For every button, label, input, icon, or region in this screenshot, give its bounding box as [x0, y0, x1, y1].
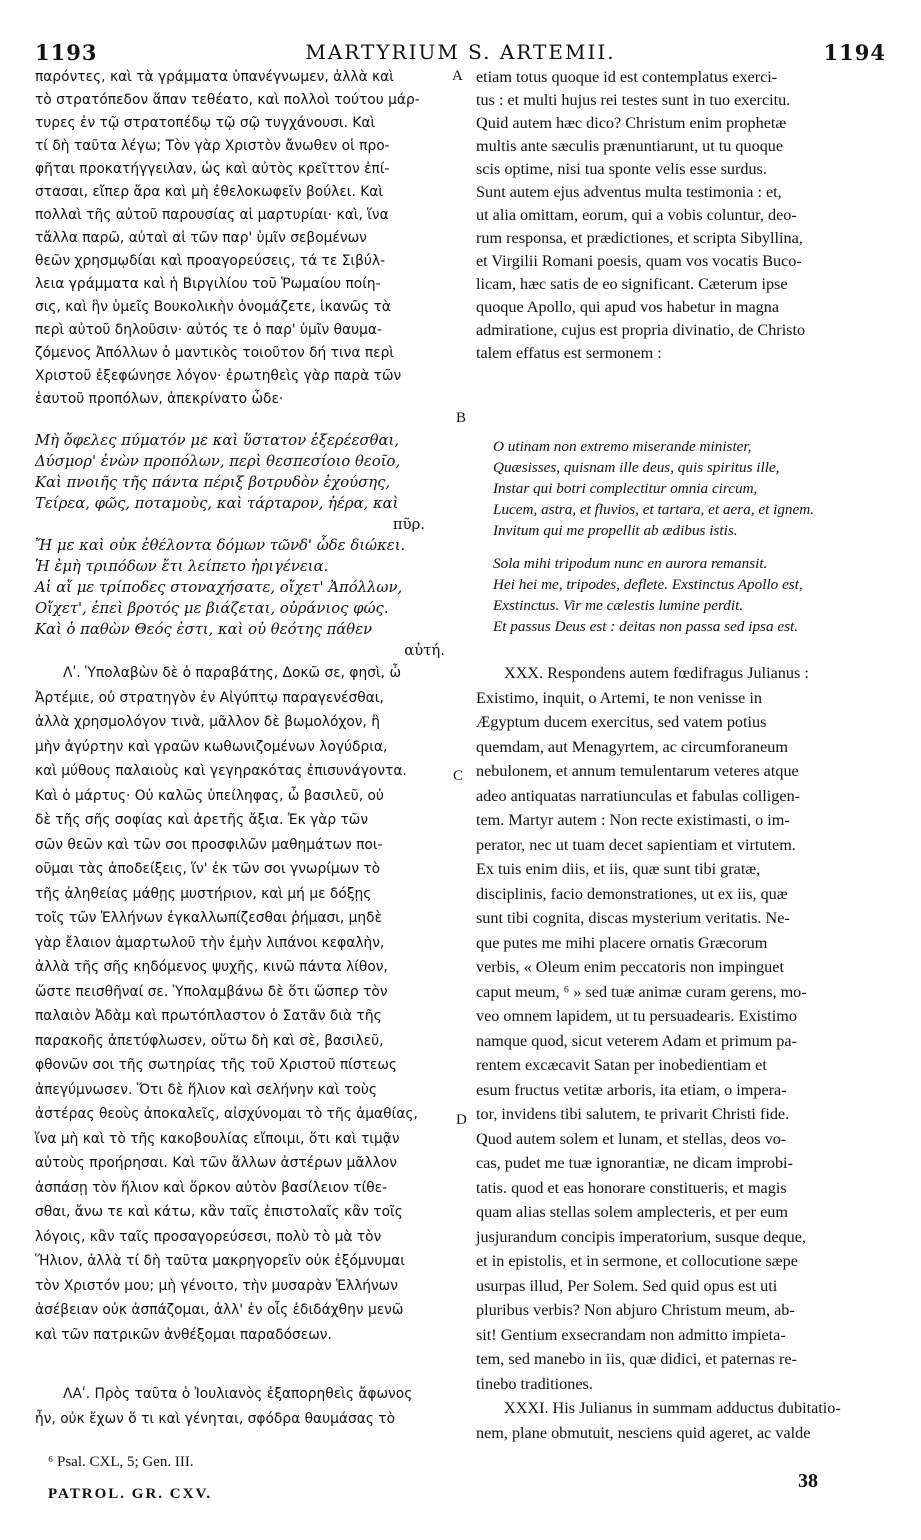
text-line: τἄλλα παρῶ, αὐταὶ αἱ τῶν παρ' ὑμῖν σεβομένων	[35, 230, 367, 246]
text-line: ἀσπάσῃ τὸν ἥλιον καὶ ὅρκον αὐτὸν βασίλειον τίθε-	[35, 1179, 388, 1196]
left-page-number: 1193	[35, 40, 98, 65]
text-line: τί δὴ ταῦτα λέγω; Τὸν γὰρ Χριστὸν ἄνωθεν οἱ προ-	[35, 138, 390, 154]
text-line: λόγοις, κἂν ταῖς προσαγορεύσεσι, πολὺ τὸ μὰ τὸν	[35, 1228, 382, 1245]
text-line: nebulonem, et annum temulentarum veteres atque	[476, 762, 799, 780]
text-line: φθονῶν σοι τῆς σωτηρίας τῆς τοῦ Χριστοῦ πίστεως	[35, 1057, 397, 1073]
text-line: γὰρ ἔλαιον ἁμαρτωλοῦ τὴν ἐμὴν λιπάνοι κεφαλὴν,	[35, 934, 385, 951]
section-start-line: Λʹ. Ὑπολαβὼν δὲ ὁ παραβάτης, Δοκῶ σε, φησὶ, ὦ	[63, 665, 402, 681]
greek-paragraph-1	[35, 66, 455, 411]
text-line: ἵνα μὴ καὶ τὸ τῆς κακοβουλίας εἴποιμι, ὅτι καὶ τιμᾷν	[35, 1130, 400, 1147]
text-line: παρακοῆς ἀπετύφλωσεν, οὕτω δὴ καὶ σὲ, βασιλεῦ,	[35, 1032, 384, 1049]
marker-a: A	[452, 68, 463, 84]
text-line: ἀστέρας θεοὺς ἀποκαλεῖς, αἰσχύνομαι τὸ τῆς ἀμαθίας,	[35, 1106, 418, 1122]
verse-line: Καὶ πνοιῆς τῆς πάντα πέριξ βοτρυδὸν ἐχούσης,	[35, 474, 391, 491]
text-line: σῶν θεῶν καὶ τῶν σοι προσφιλῶν μαθημάτων ποι-	[35, 836, 383, 853]
text-line: nem, plane obmutuit, nesciens quid ageret, ac valde	[476, 1423, 811, 1442]
text-line: Ex tuis enim diis, et iis, quæ sunt tibi gratæ,	[476, 860, 761, 878]
text-line: θεῶν χρησμῳδίαι καὶ προαγορεύσεις, τά τε Σιβύλ-	[35, 253, 386, 269]
text-line: καὶ μύθους παλαιοὺς καὶ γεγηρακότας ἐπισυνάγοντα.	[35, 763, 407, 779]
text-line: περὶ αὐτοῦ δηλοῦσιν· αὐτός τε ὁ παρ' ὑμῖν θαυμα-	[35, 322, 382, 338]
text-line: rentem excæcavit Satan per inobedientiam et	[476, 1056, 767, 1074]
text-line: tem. Martyr autem : Non recte existimasti, o im-	[476, 811, 790, 829]
text-line: φῆται προκατήγγειλαν, ὡς καὶ αὐτὸς κρεῖττον ἐπί-	[35, 161, 390, 177]
verse-line: Exstinctus. Vir me cælestis lumine perdit.	[493, 597, 744, 614]
text-line: αὐτοὺς προήρησαι. Καὶ τῶν ἄλλων ἀστέρων μᾶλλον	[35, 1155, 397, 1171]
text-line: μὴν ἀγύρτην καὶ γραῶν κωθωνιζομένων λογύδρια,	[35, 738, 388, 755]
text-line: Quod autem solem et lunam, et stellas, deos vo-	[476, 1129, 787, 1148]
verse-line-hanging: πῦρ.	[392, 516, 425, 533]
text-line: esum fructus vetitæ arboris, ita etiam, o impera-	[476, 1080, 787, 1099]
text-line: Existimo, inquit, o Artemi, te non venisse in	[476, 688, 762, 707]
footnote: ⁶ Psal. CXL, 5; Gen. III.	[48, 1454, 194, 1470]
section-start-line: ΛΑʹ. Πρὸς ταῦτα ὁ Ἰουλιανὸς ἐξαπορηθεὶς ἄφωνος	[63, 1386, 413, 1402]
verse-line: O utinam non extremo miserande minister,	[493, 438, 752, 455]
text-line: tem, sed manebo in iis, quæ didici, et paternas re-	[476, 1350, 797, 1368]
greek-oracle-verse	[35, 430, 455, 661]
text-line: disciplinis, facio demonstrationes, ut ex iis, quæ	[476, 884, 788, 903]
greek-paragraph-3	[35, 1382, 455, 1431]
verse-line: Ἡ ἐμὴ τριπόδων ἔτι λείπετο ἠριγένεια.	[35, 558, 329, 575]
verse-line: Hei hei me, tripodes, deflete. Exstinctus Apollo est,	[493, 576, 803, 593]
text-line: παρόντες, καὶ τὰ γράμματα ὑπανέγνωμεν, ἀλλὰ καὶ	[35, 69, 394, 85]
text-line: Καὶ ὁ μάρτυς· Οὐ καλῶς ὑπείληφας, ὦ βασιλεῦ, οὐ	[35, 787, 384, 804]
verse-line-hanging: αὐτή.	[404, 642, 445, 659]
text-line: ἑαυτοῦ προπόλων, ἀπεκρίνατο ὧδε·	[35, 391, 284, 407]
text-line: et in epistolis, et in sermone, et collocutione sæpe	[476, 1252, 798, 1270]
text-line: verbis, « Oleum enim peccatoris non impinguet	[476, 958, 784, 976]
text-line: Sunt autem ejus adventus multa testimonia : et,	[476, 183, 782, 201]
right-page-number: 1194	[823, 40, 886, 65]
text-line: Quid autem hæc dico? Christum enim prophetæ	[476, 114, 787, 132]
text-line: tatis. quod et eas honorare constitueris, et magis	[476, 1178, 787, 1197]
text-line: rum responsa, et prædictiones, et scripta Sibyllina,	[476, 229, 803, 247]
text-line: quemdam, aut Menagyrtem, ac circumforaneum	[476, 737, 788, 756]
verse-line: Ἤ με καὶ οὐκ ἐθέλοντα δόμων τῶνδ' ὧδε διώκει.	[35, 537, 406, 554]
text-line: τὸ στρατόπεδον ἅπαν τεθέατο, καὶ πολλοὶ τούτου μάρ-	[35, 92, 420, 108]
text-line: ὥστε πεισθῆναί σε. Ὑπολαμβάνω δὲ ὅτι ὥσπερ τὸν	[35, 983, 388, 1000]
text-line: καὶ τῶν πατρικῶν ἀνθέξομαι παραδόσεων.	[35, 1326, 332, 1343]
verse-line: Lucem, astra, et fluvios, et tartara, et aera, et ignem.	[493, 501, 815, 518]
marker-c: C	[453, 768, 464, 784]
text-line: δὲ τῆς σῆς σοφίας καὶ ἀρετῆς ἄξια. Ἐκ γὰρ τῶν	[35, 812, 369, 828]
text-line: etiam totus quoque id est contemplatus exerci-	[476, 68, 778, 86]
text-line: veo omnem lapidem, ut tu persuadearis. Existimo	[476, 1007, 797, 1025]
verse-line: Instar qui botri complectitur omnia circum,	[493, 480, 758, 497]
verse-line: Μὴ ὄφελες πύματόν με καὶ ὕστατον ἐξερέεσθαι,	[35, 432, 400, 449]
verse-line: Sola mihi tripodum nunc en aurora remansit.	[493, 555, 768, 572]
verse-line: Et passus Deus est : deitas non passa sed ipsa est.	[493, 618, 799, 635]
verse-line: Quæsisses, quisnam ille deus, quis spiritus ille,	[493, 459, 780, 476]
text-line: admiratione, cujus est propria divinatio, de Christo	[476, 321, 806, 339]
text-line: caput meum, ⁶ » sed tuæ animæ curam gerens, mo-	[476, 982, 807, 1001]
series-signature: PATROL. GR. CXV.	[48, 1486, 213, 1502]
text-line: talem effatus est sermonem :	[476, 344, 662, 362]
text-line: σις, καὶ ἣν ὑμεῖς Βουκολικὴν ὀνομάζετε, ἱκανῶς τὰ	[35, 299, 392, 315]
text-line: πολλαὶ τῆς αὐτοῦ παρουσίας αἱ μαρτυρίαι· καὶ, ἵνα	[35, 207, 389, 223]
text-line: quam alias stellas solem amplecteris, et per eum	[476, 1203, 788, 1221]
text-line: namque quod, sicut veterem Adam et primum pa-	[476, 1031, 797, 1050]
text-line: et Virgilii Romani poesis, quam vos vocatis Buco-	[476, 252, 802, 270]
text-line: ἀλλὰ τῆς σῆς κηδόμενος ψυχῆς, κινῶ πάντα λίθον,	[35, 959, 388, 975]
text-line: τῆς ἀληθείας μάθῃς μυστήριον, καὶ μή με δόξῃς	[35, 885, 372, 902]
text-line: usurpas illud, Per Solem. Sed quid opus est uti	[476, 1276, 778, 1295]
verse-line: Καὶ ὁ παθὼν Θεός ἐστι, καὶ οὐ θεότης πάθεν	[35, 621, 373, 638]
running-title: MARTYRIUM S. ARTEMII.	[305, 40, 616, 64]
marker-b: B	[456, 410, 467, 426]
text-line: tus : et multi hujus rei testes sunt in tuo exercitu.	[476, 91, 791, 109]
text-line: ζόμενος Ἀπόλλων ὁ μαντικὸς τοιοῦτον δή τινα περὶ	[35, 345, 395, 361]
text-line: adeo antiquatas narratiunculas et fabulas colligen-	[476, 786, 801, 805]
gathering-number: 38	[798, 1470, 818, 1492]
text-line: Ἀρτέμιε, οὐ στρατηγὸν ἐν Αἰγύπτῳ παραγενέσθαι,	[35, 689, 384, 706]
latin-paragraph-1	[476, 66, 888, 365]
verse-line: Τείρεα, φῶς, ποταμοὺς, καὶ τάρταρον, ἠέρα, καὶ	[35, 495, 399, 512]
text-line: τὸν Χριστόν μου; μὴ γένοιτο, τὴν μυσαρὰν Ἑλλήνων	[35, 1277, 398, 1294]
text-line: Χριστοῦ ἐξεφώνησε λόγον· ἐρωτηθεὶς γὰρ παρὰ τῶν	[35, 368, 402, 384]
text-line: que putes me mihi placere ornatis Græcorum	[476, 933, 768, 952]
text-line: ἦν, οὐκ ἔχων ὅ τι καὶ γένηται, σφόδρα θαυμάσας τὸ	[35, 1410, 396, 1427]
text-line: τοῖς τῶν Ἑλλήνων ἐγκαλλωπίζεσθαι ῥήμασι, μηδὲ	[35, 910, 383, 926]
text-line: tor, invidens tibi salutem, te privarit Christi fide.	[476, 1105, 790, 1123]
verse-line: Αἱ αἴ με τρίποδες στοναχήσατε, οἴχετ' Ἀπόλλων,	[35, 579, 403, 596]
text-line: στασαι, εἴπερ ἄρα καὶ μὴ ἐθελοκωφεῖν βούλει. Καὶ	[35, 184, 384, 200]
text-line: cas, pudet me tuæ ignorantiæ, ne dicam improbi-	[476, 1154, 793, 1172]
text-line: λεια γράμματα καὶ ἡ Βιργιλίου τοῦ Ῥωμαίου ποίη-	[35, 276, 381, 292]
stanza-gap	[493, 541, 888, 553]
text-line: ἀπεγύμνωσεν. Ὅτι δὲ ἥλιον καὶ σελήνην καὶ τοὺς	[35, 1081, 377, 1098]
latin-oracle-verse	[493, 436, 888, 637]
text-line: ἀλλὰ χρησμολόγον τινὰ, μᾶλλον δὲ βωμολόχον, ἢ	[35, 714, 381, 730]
text-line: τυρες ἐν τῷ στρατοπέδῳ τῷ σῷ τυγχάνουσι. Καὶ	[35, 115, 376, 131]
verse-line: Invitum qui me propellit ab ædibus istis.	[493, 522, 738, 539]
text-line: licam, hæc satis de eo significant. Cæterum ipse	[476, 275, 788, 293]
text-line: multis ante sæculis prænuntiarunt, ut tu quoque	[476, 137, 784, 155]
greek-paragraph-2	[35, 661, 455, 1347]
text-line: tinebo traditiones.	[476, 1374, 593, 1393]
text-line: sit! Gentium exsecrandam non admitto impieta-	[476, 1325, 786, 1344]
text-line: ut alia omittam, eorum, qui a vobis coluntur, deo-	[476, 206, 797, 224]
verse-line: Οἴχετ', ἐπεὶ βροτός με βιάζεται, οὐράνιος φώς.	[35, 600, 389, 617]
text-line: quoque Apollo, qui apud vos habetur in magna	[476, 298, 780, 316]
text-line: ἀσέβειαν οὐκ ἀσπάζομαι, ἀλλ' ἐν οἷς ἐδιδάχθην μενῶ	[35, 1302, 404, 1318]
section-start-line: XXXI. His Julianus in summam adductus dubitatio-	[504, 1399, 841, 1417]
verse-line: Δύσμορ' ἐνὼν προπόλων, περὶ θεσπεσίοιο θεοῖο,	[35, 453, 401, 470]
text-line: παλαιὸν Ἀδὰμ καὶ πρωτόπλαστον ὁ Σατᾶν διὰ τῆς	[35, 1008, 382, 1024]
text-line: σθαι, ἄνω τε καὶ κάτω, κἂν ταῖς ἐπιστολαῖς κἂν τοῖς	[35, 1204, 403, 1220]
text-line: Ægyptum ducem exercitus, sed vatem potius	[476, 713, 767, 731]
text-line: jusjurandum concipis imperatorium, susque deque,	[476, 1227, 806, 1246]
latin-paragraph-2	[476, 661, 888, 1445]
text-line: perator, nec ut tuam decet sapientiam et virtutem.	[476, 835, 796, 854]
text-line: sunt tibi cognita, discas mysterium veritatis. Ne-	[476, 909, 790, 927]
text-line: pluribus verbis? Non abjuro Christum meum, ab-	[476, 1301, 795, 1319]
section-start-line: XXX. Respondens autem fœdifragus Julianus :	[504, 664, 809, 682]
text-line: οῦμαι τὰς ἀποδείξεις, ἵν' ἐκ τῶν σοι γνωρίμων τὸ	[35, 861, 381, 877]
text-line: scis optime, nisi tua sponte velis esse surdus.	[476, 160, 767, 178]
text-line: Ἥλιον, ἀλλὰ τί δὴ ταῦτα μακρηγορεῖν οὐκ ἐξόμνυμαι	[35, 1253, 405, 1269]
marker-d: D	[456, 1112, 467, 1128]
